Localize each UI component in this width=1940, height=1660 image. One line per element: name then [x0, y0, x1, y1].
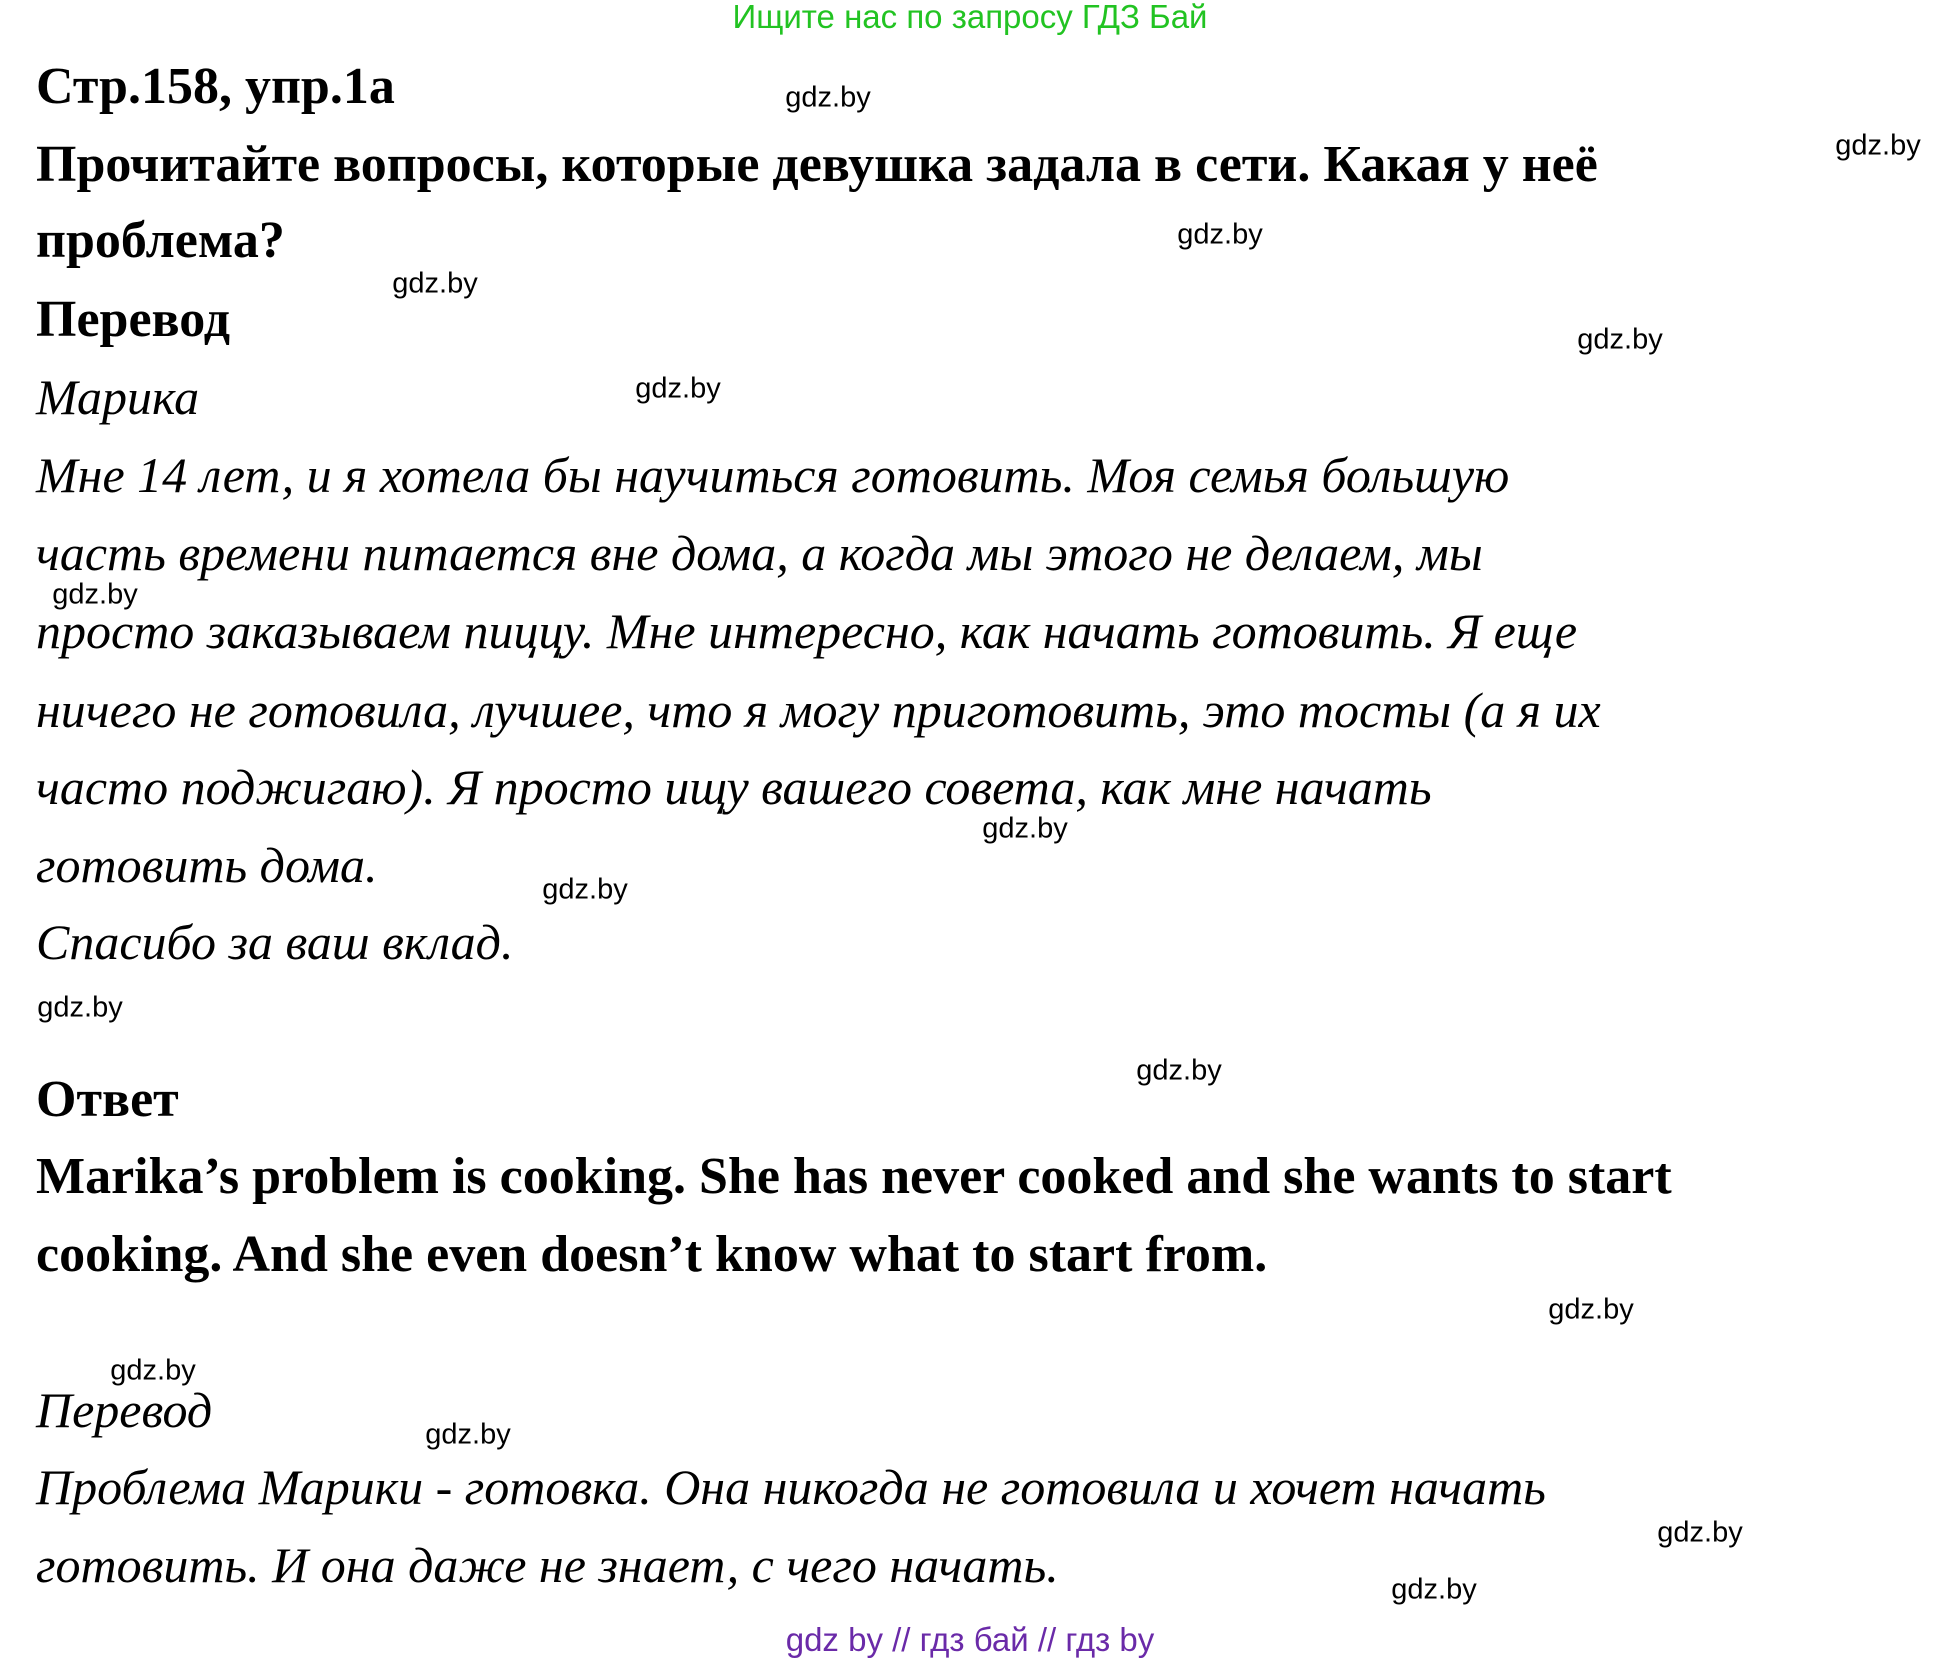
watermark: gdz.by: [982, 812, 1068, 845]
watermark: gdz.by: [425, 1418, 511, 1451]
watermark: gdz.by: [1391, 1573, 1477, 1606]
watermark: gdz.by: [1657, 1516, 1743, 1549]
translation-heading: Перевод: [36, 291, 231, 348]
letter-author: Марика: [36, 369, 200, 425]
watermark: gdz.by: [1548, 1293, 1634, 1326]
answer-line-2: cooking. And she even doesn’t know what to start from.: [36, 1226, 1268, 1283]
answer-line-1: Marika’s problem is cooking. She has never cooked and she wants to start: [36, 1148, 1672, 1205]
watermark: gdz.by: [392, 267, 478, 300]
task-line-1: Прочитайте вопросы, которые девушка задала в сети. Какая у неё: [36, 136, 1598, 193]
watermark: gdz.by: [1136, 1054, 1222, 1087]
watermark: gdz.by: [110, 1354, 196, 1387]
letter-line: готовить дома.: [36, 837, 378, 893]
watermark: gdz.by: [635, 372, 721, 405]
watermark: gdz.by: [52, 578, 138, 611]
letter-line: ничего не готовила, лучшее, что я могу приготовить, это тосты (а я их: [36, 682, 1601, 738]
letter-line: часть времени питается вне дома, а когда мы этого не делаем, мы: [36, 525, 1483, 581]
page-title: Стр.158, упр.1а: [36, 58, 395, 115]
answer-translation-line-2: готовить. И она даже не знает, с чего начать.: [36, 1537, 1059, 1593]
letter-signoff: Спасибо за ваш вклад.: [36, 914, 514, 970]
search-banner: Ищите нас по запросу ГДЗ Бай: [732, 0, 1208, 35]
task-line-2: проблема?: [36, 212, 285, 269]
letter-line: Мне 14 лет, и я хотела бы научиться готовить. Моя семья большую: [36, 447, 1510, 503]
watermark: gdz.by: [37, 991, 123, 1024]
answer-translation-heading: Перевод: [36, 1382, 213, 1438]
answer-translation-line-1: Проблема Марики - готовка. Она никогда не готовила и хочет начать: [36, 1459, 1546, 1515]
answer-heading: Ответ: [36, 1071, 179, 1128]
watermark: gdz.by: [1577, 323, 1663, 356]
watermark: gdz.by: [542, 873, 628, 906]
letter-line: часто поджигаю). Я просто ищу вашего совета, как мне начать: [36, 759, 1432, 815]
footer-links[interactable]: gdz by // гдз бай // гдз by: [785, 1621, 1155, 1658]
watermark: gdz.by: [1835, 129, 1921, 162]
letter-line: просто заказываем пиццу. Мне интересно, как начать готовить. Я еще: [36, 603, 1578, 659]
watermark: gdz.by: [785, 81, 871, 114]
watermark: gdz.by: [1177, 218, 1263, 251]
